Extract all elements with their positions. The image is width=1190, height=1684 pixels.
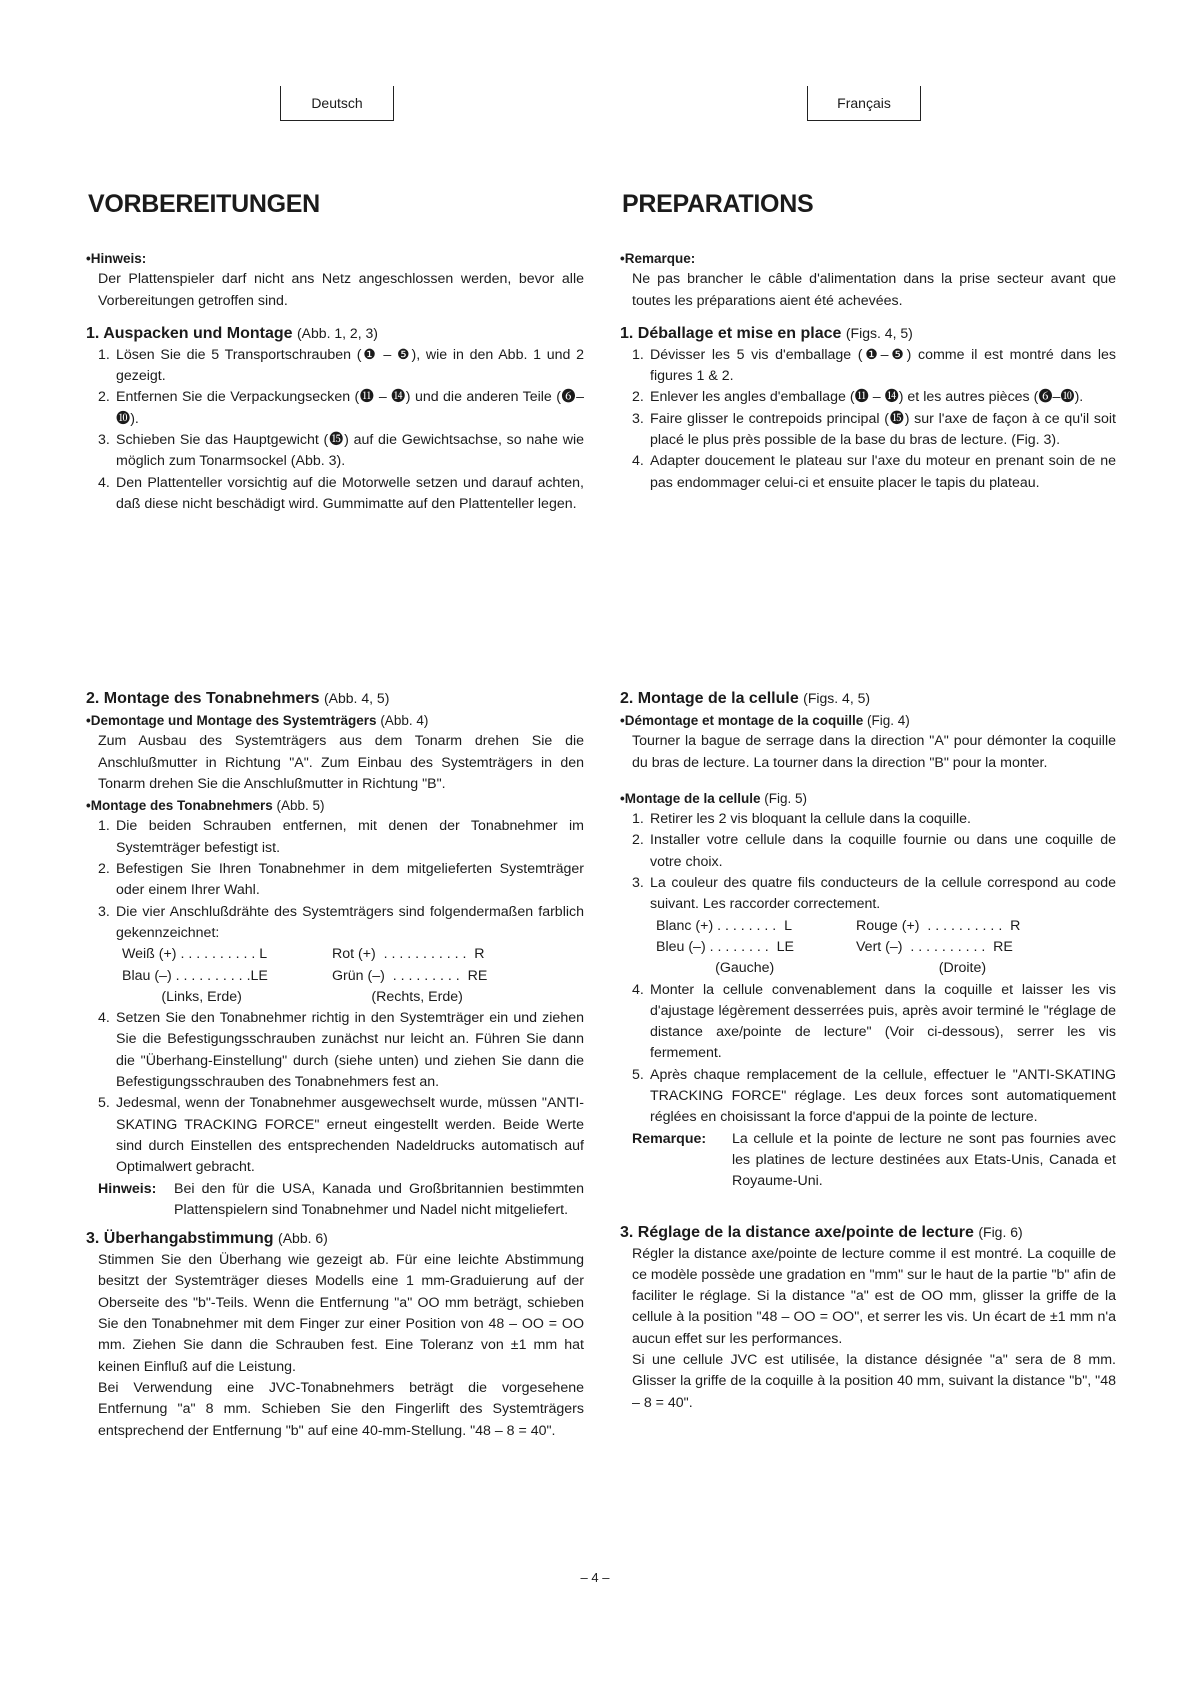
heading-de: VORBEREITUNGEN — [88, 190, 320, 218]
fr-section3-title: 3. Réglage de la distance axe/pointe de lecture (Fig. 6) — [620, 1223, 1023, 1241]
table-row: Blanc (+) . . . . . . . . L Rouge (+) . . . . . . . . . . R — [656, 917, 1021, 934]
fr-section2b-list-cont — [620, 980, 1116, 1129]
fr-section2a-title: •Démontage et montage de la coquille (Fig. 4) — [620, 713, 910, 728]
de-section2a-text: Zum Ausbau des Systemträgers aus dem Tonarm drehen Sie die Anschlußmutter in Richtung "A". Zum Einbau des Systemträgers in den Tonarm drehen Sie die Anschlußmutter in Richtung "B". — [98, 733, 584, 792]
list-item: 4. Setzen Sie den Tonabnehmer richtig in den Systemträger ein und ziehen Sie die Befestigungsschrauben zunächst nur leicht an. Führen Sie dann die "Überhang-Einstellung" durch (siehe unten) und ziehen Sie dann die Befestigungsschrauben des Tonabnehmers fest an. — [98, 1010, 584, 1091]
de-section1-title: 1. Auspacken und Montage (Abb. 1, 2, 3) — [86, 324, 378, 342]
list-item: 2. Befestigen Sie Ihren Tonabnehmer in dem mitgelieferten Systemträger oder einem Ihrer Wahl. — [98, 861, 584, 899]
list-item: 5. Jedesmal, wenn der Tonabnehmer ausgewechselt wurde, müssen "ANTI-SKATING TRACKING FORCE" erneut eingestellt werden. Beide Werte sind durch Einstellen des entsprechenden Nadeldrucks automatisch auf Optimalwert gebracht. — [98, 1095, 584, 1176]
de-section3-p2: Bei Verwendung eine JVC-Tonabnehmers beträgt die vorgesehene Entfernung "a" 8 mm. Schieben Sie den Fingerlift des Systemträgers entsprechend der Entfernung "b" auf eine 40-mm-Stellung. "48 – 8 = 40". — [98, 1379, 584, 1439]
table-row: (Links, Erde) (Rechts, Erde) — [122, 988, 463, 1005]
de-note-label: •Hinweis: — [86, 251, 147, 266]
list-item: 4. Den Plattenteller vorsichtig auf die Motorwelle setzen und darauf achten, daß diese nicht beschädigt wird. Gummimatte auf den Plattenteller legen. — [98, 474, 584, 512]
de-color-table — [86, 944, 584, 1008]
list-item: 4. Adapter doucement le plateau sur l'axe du moteur en prenant soin de ne pas endommager celui-ci et ensuite placer le tapis du plateau. — [632, 453, 1116, 491]
fr-section2b-title: •Montage de la cellule (Fig. 5) — [620, 790, 808, 806]
de-hint2-label: Hinweis: — [98, 1180, 157, 1197]
table-row: Bleu (–) . . . . . . . . LE Vert (–) . . . . . . . . . . RE — [656, 938, 1013, 955]
list-item: 3. Faire glisser le contrepoids principal (⓯) sur l'axe de façon à ce qu'il soit placé le plus près possible de la base du bras de lecture. (Fig. 3). — [632, 410, 1116, 449]
list-item: 1. Lösen Sie die 5 Transportschrauben (❶ – ❺), wie in den Abb. 1 und 2 gezeigt. — [98, 346, 584, 385]
fr-hint2-label: Remarque: — [632, 1130, 707, 1147]
list-item: 1. Retirer les 2 vis bloquant la cellule dans la coquille. — [632, 811, 971, 828]
fr-section1-list — [620, 345, 1116, 494]
de-section2a-title: •Demontage und Montage des Systemträgers (Abb. 4) — [86, 713, 429, 728]
de-section3-title: 3. Überhangabstimmung (Abb. 6) — [86, 1230, 328, 1248]
list-item: 2. Installer votre cellule dans la coquille fournie ou dans une coquille de votre choix. — [632, 832, 1116, 870]
list-item: 3. Schieben Sie das Hauptgewicht (⓯) auf die Gewichtsachse, so nahe wie möglich zum Tonarmsockel (Abb. 3). — [98, 432, 584, 470]
list-item: 1. Dévisser les 5 vis d'emballage (❶–❺) comme il est montré dans les figures 1 & 2. — [632, 346, 1116, 385]
de-top-column — [86, 248, 584, 515]
de-hint2 — [86, 1179, 584, 1222]
de-section2b-title: •Montage des Tonabnehmers (Abb. 5) — [86, 798, 325, 814]
fr-section2a-text: Tourner la bague de serrage dans la direction "A" pour démonter la coquille du bras de lecture. La tourner dans la direction "B" pour la monter. — [632, 733, 1116, 771]
fr-section1-title: 1. Déballage et mise en place (Figs. 4, 5) — [620, 324, 913, 342]
list-item: 2. Entfernen Sie die Verpackungsecken (⓫ – ⓮) und die anderen Teile (❻–❿). — [98, 389, 584, 427]
tab-deutsch: Deutsch — [280, 86, 394, 121]
list-item: 3. La couleur des quatre fils conducteurs de la cellule correspond au code suivant. Les raccorder correctement. — [632, 875, 1116, 913]
fr-hint2-text: La cellule et la pointe de lecture ne sont pas fournies avec les platines de lecture destinées aux Etats-Unis, Canada et Royaume-Uni. — [732, 1130, 1116, 1190]
fr-note-label: •Remarque: — [620, 251, 696, 266]
heading-fr: PREPARATIONS — [622, 190, 814, 218]
fr-section2b-list — [620, 809, 1116, 915]
fr-bottom-column — [620, 687, 1116, 1414]
fr-section3-p1: Régler la distance axe/pointe de lecture comme il est montré. La coquille de ce modèle possède une gradation en "mm" sur le haut de la partie "b" afin de faciliter le réglage. Si la distance "a" est de OO mm, glisser la griffe de la cellule à la position "48 – OO = OO", et serrer les vis. Un écart de ±1 mm n'a aucun effet sur les performances. — [632, 1245, 1116, 1347]
table-row: Weiß (+) . . . . . . . . . . L Rot (+) . . . . . . . . . . . R — [122, 946, 485, 963]
list-item: 1. Die beiden Schrauben entfernen, mit denen der Tonabnehmer im Systemträger befestigt ist. — [98, 818, 584, 856]
fr-section2-title: 2. Montage de la cellule (Figs. 4, 5) — [620, 690, 871, 707]
list-item: 5. Après chaque remplacement de la cellule, effectuer le "ANTI-SKATING TRACKING FORCE" réglage. Les deux forces sont automatiquement réglées en choisissant la force d'appui de la pointe de lecture. — [632, 1066, 1116, 1126]
de-section1-list — [86, 345, 584, 515]
list-item: 2. Enlever les angles d'emballage (⓫ – ⓮) et les autres pièces (❻–❿). — [632, 389, 1084, 406]
page-number: – 4 – — [580, 1570, 610, 1585]
fr-top-column — [620, 248, 1116, 494]
fr-note-text: Ne pas brancher le câble d'alimentation dans la prise secteur avant que toutes les préparations aient été achevées. — [632, 271, 1116, 309]
tab-francais: Français — [807, 86, 921, 121]
de-hint2-text: Bei den für die USA, Kanada und Großbritannien bestimmten Plattenspielern sind Tonabnehmer und Nadel nicht mitgeliefert. — [174, 1180, 584, 1218]
de-section2b-list-cont — [86, 1008, 584, 1178]
list-item: 4. Monter la cellule convenablement dans la coquille et laisser les vis d'ajustage légèrement desserrées puis, après avoir terminé le "réglage de distance axe/pointe de lecture" (Voir ci-dessous), serrer les vis fermement. — [632, 981, 1116, 1062]
fr-hint2 — [620, 1129, 1116, 1193]
de-section3-p1: Stimmen Sie den Überhang wie gezeigt ab. Für eine leichte Abstimmung besitzt der Systemträger dieses Modells eine 1 mm-Graduierung auf der Oberseite des "b"-Teils. Wenn die Entfernung "a" OO mm beträgt, schieben Sie den Tonabnehmer mit dem Finger zur einer Position von 48 – OO = OO mm. Ziehen Sie dann die Schrauben fest. Eine Toleranz von ±1 mm hat keinen Einfluß auf die Leistung. — [98, 1252, 584, 1375]
table-row: (Gauche) (Droite) — [656, 960, 987, 977]
de-section2b-list — [86, 816, 584, 944]
list-item: 3. Die vier Anschlußdrähte des Systemträgers sind folgendermaßen farblich gekennzeichnet: — [98, 903, 584, 941]
de-bottom-column — [86, 687, 584, 1442]
fr-section3-p2: Si une cellule JVC est utilisée, la distance désignée "a" sera de 8 mm. Glisser la griffe de la coquille à la position 40 mm, suivant la distance "b", "48 – 8 = 40". — [632, 1352, 1116, 1411]
de-note-text: Der Plattenspieler darf nicht ans Netz angeschlossen werden, bevor alle Vorbereitungen getroffen sind. — [98, 271, 584, 309]
fr-color-table — [620, 916, 1116, 980]
de-section2-title: 2. Montage des Tonabnehmers (Abb. 4, 5) — [86, 690, 390, 707]
table-row: Blau (–) . . . . . . . . . .LE Grün (–) . . . . . . . . . RE — [122, 967, 488, 984]
